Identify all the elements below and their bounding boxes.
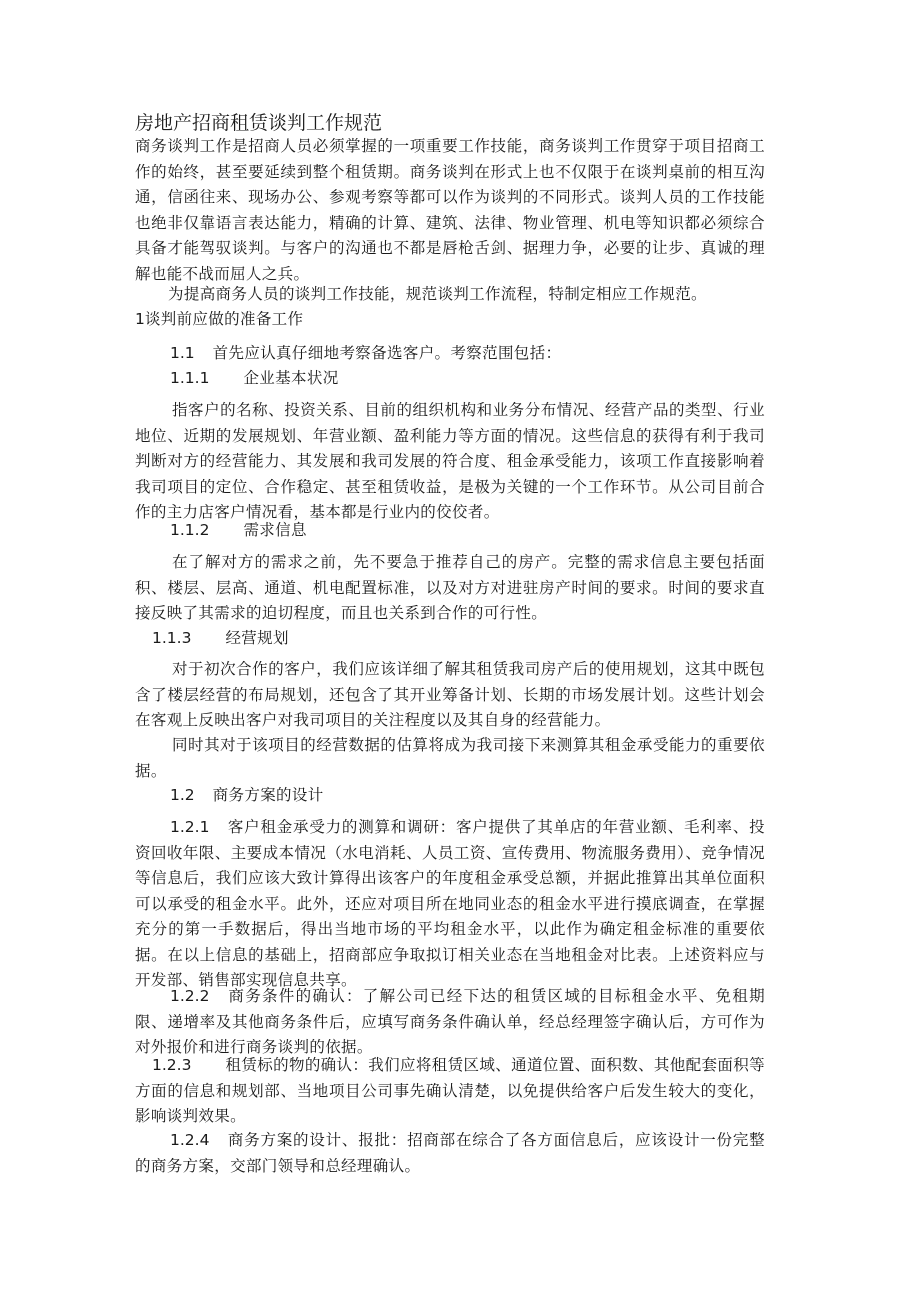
paragraph-text: 商务方案的设计、报批：招商部在综合了各方面信息后，应该设计一份完整的商务方案，交部门领导和总经理确认。 bbox=[135, 1131, 765, 1175]
section-title: 首先应认真仔细地考察备选客户。考察范围包括： bbox=[212, 344, 562, 362]
section-title: 需求信息 bbox=[243, 521, 307, 539]
purpose-paragraph: 为提高商务人员的谈判工作技能，规范谈判工作流程，特制定相应工作规范。 bbox=[168, 285, 707, 303]
section-1-1-2-heading bbox=[170, 518, 307, 544]
paragraph-1-1-3b: 同时其对于该项目的经营数据的估算将成为我司接下来测算其租金承受能力的重要依据。 bbox=[135, 736, 765, 780]
paragraph-1-2-2 bbox=[135, 984, 765, 1061]
section-number: 1.1.2 bbox=[170, 521, 210, 539]
section-title: 商务方案的设计 bbox=[212, 786, 324, 804]
section-number: 1.1.3 bbox=[152, 629, 192, 647]
paragraph-1-2-4 bbox=[135, 1128, 765, 1179]
section-1-2-heading bbox=[170, 783, 324, 809]
section-number: 1.2.2 bbox=[170, 987, 210, 1005]
section-1-1-3-heading bbox=[152, 626, 289, 652]
section-1-heading bbox=[135, 307, 303, 333]
section-title: 企业基本状况 bbox=[243, 369, 339, 387]
paragraph-text: 客户租金承受力的测算和调研：客户提供了其单店的年营业额、毛利率、投资回收年限、主要成本情况（水电消耗、人员工资、宣传费用、物流服务费用）、竞争情况等信息后，我们应该大致计算得出该客户的年度租金承受总额，并据此推算出其单位面积可以承受的租金水平。此外，还应对项目所在地同业态的租金水平进行摸底调查，在掌握充分的第一手数据后，得出当地市场的平均租金水平，以此作为确定租金标准的重要依据。在以上信息的基础上，招商部应争取拟订相关业态在当地租金对比表。上述资料应与开发部、销售部实现信息共享。 bbox=[135, 818, 765, 989]
section-number: 1.2 bbox=[170, 786, 195, 804]
paragraph-text: 商务条件的确认：了解公司已经下达的租赁区域的目标租金水平、免租期限、递增率及其他商务条件后，应填写商务条件确认单，经总经理签字确认后，方可作为对外报价和进行商务谈判的依据。 bbox=[135, 987, 765, 1056]
section-number: 1 bbox=[135, 310, 145, 328]
section-1-1-heading bbox=[170, 341, 561, 367]
paragraph-1-2-1 bbox=[135, 815, 765, 994]
intro-paragraph: 商务谈判工作是招商人员必须掌握的一项重要工作技能，商务谈判工作贯穿于项目招商工作的始终，甚至要延续到整个租赁期。商务谈判在形式上也不仅限于在谈判桌前的相互沟通，信函往来、现场办公、参观考察等都可以作为谈判的不同形式。谈判人员的工作技能也绝非仅靠语言表达能力，精确的计算、建筑、法律、物业管理、机电等知识都必须综合具备才能驾驭谈判。与客户的沟通也不都是唇枪舌剑、据理力争，必要的让步、真诚的理解也能不战而屈人之兵。 bbox=[135, 137, 765, 283]
section-number: 1.2.3 bbox=[152, 1056, 192, 1074]
paragraph-1-1-1: 指客户的名称、投资关系、目前的组织机构和业务分布情况、经营产品的类型、行业地位、近期的发展规划、年营业额、盈利能力等方面的情况。这些信息的获得有利于我司判断对方的经营能力、其发展和我司发展的符合度、租金承受能力，该项工作直接影响着我司项目的定位、合作稳定、甚至租赁收益，是极为关键的一个工作环节。从公司目前合作的主力店客户情况看，基本都是行业内的佼佼者。 bbox=[135, 401, 765, 521]
paragraph-1-1-2: 在了解对方的需求之前，先不要急于推荐自己的房产。完整的需求信息主要包括面积、楼层、层高、通道、机电配置标准，以及对方对进驻房产时间的要求。时间的要求直接反映了其需求的迫切程度，而且也关系到合作的可行性。 bbox=[135, 553, 765, 622]
section-title: 谈判前应做的准备工作 bbox=[144, 310, 304, 328]
paragraph-1-1-3a: 对于初次合作的客户，我们应该详细了解其租赁我司房产后的使用规划，这其中既包含了楼层经营的布局规划，还包含了其开业筹备计划、长期的市场发展计划。这些计划会在客观上反映出客户对我司项目的关注程度以及其自身的经营能力。 bbox=[135, 660, 765, 729]
section-number: 1.1 bbox=[170, 344, 195, 362]
section-number: 1.2.4 bbox=[170, 1131, 210, 1149]
document-title: 房地产招商租赁谈判工作规范 bbox=[135, 112, 383, 134]
section-number: 1.2.1 bbox=[170, 818, 210, 836]
paragraph-1-2-3 bbox=[135, 1053, 765, 1130]
section-1-1-1-heading bbox=[170, 366, 339, 392]
paragraph-text: 租赁标的物的确认：我们应将租赁区域、通道位置、面积数、其他配套面积等方面的信息和规划部、当地项目公司事先确认清楚，以免提供给客户后发生较大的变化，影响谈判效果。 bbox=[135, 1056, 765, 1125]
section-title: 经营规划 bbox=[225, 629, 289, 647]
section-number: 1.1.1 bbox=[170, 369, 210, 387]
